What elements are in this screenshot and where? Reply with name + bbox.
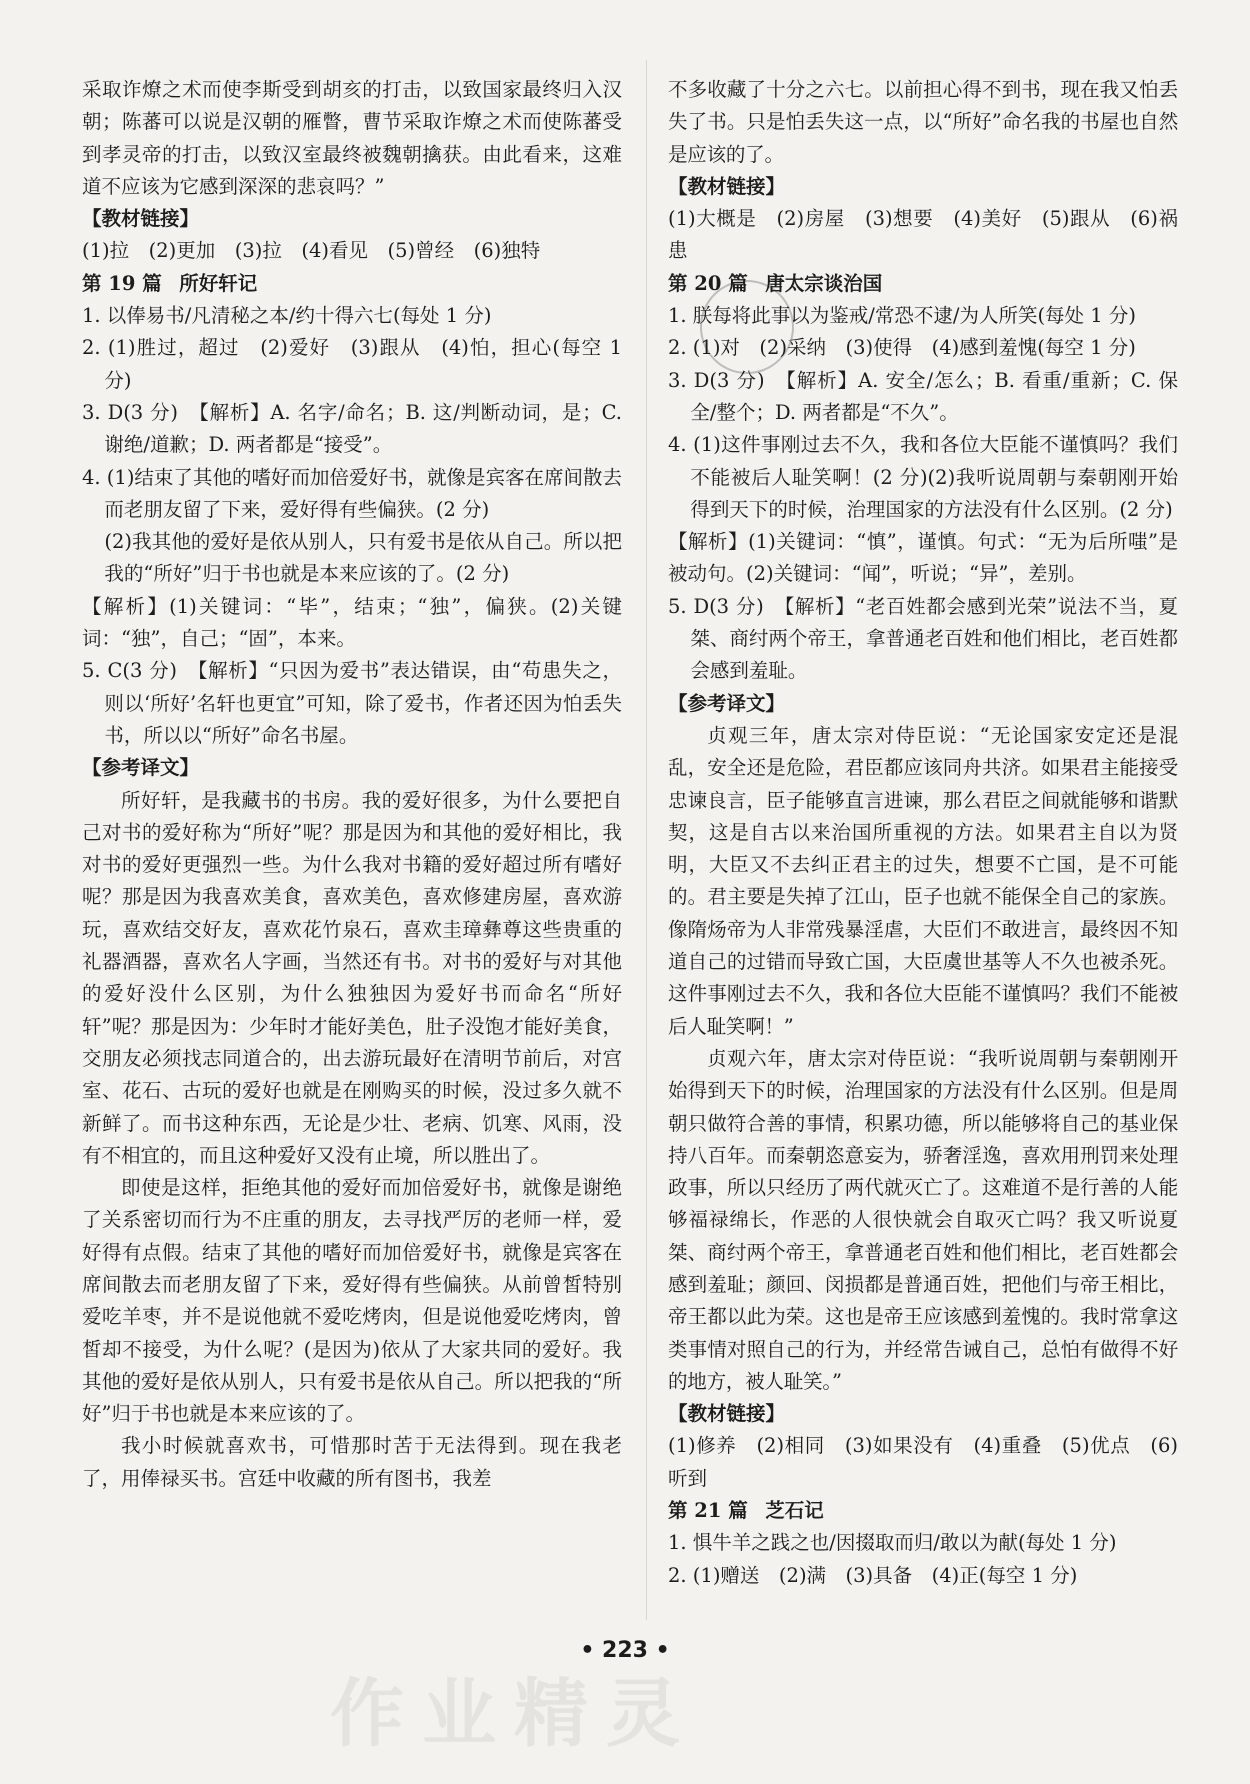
section-name-19: 所好轩记 bbox=[179, 271, 258, 295]
section-number-21: 第 21 篇 bbox=[668, 1499, 748, 1523]
textbook-link-text-2: (1)大概是 (2)房屋 (3)想要 (4)美好 (5)跟从 (6)祸患 bbox=[668, 207, 1178, 263]
textbook-link-text-1: (1)拉 (2)更加 (3)拉 (4)看见 (5)曾经 (6)独特 bbox=[82, 239, 541, 263]
translation-19-continued: 不多收藏了十分之六七。以前担心得不到书，现在我又怕丢失了书。只是怕丢失这一点，以“所好”命名我的书屋也自然是应该的了。 bbox=[668, 78, 1178, 166]
textbook-link-heading-1: 【教材链接】 bbox=[82, 207, 200, 231]
section-name-20: 唐太宗谈治国 bbox=[765, 271, 883, 295]
section-name-21: 芝石记 bbox=[765, 1499, 824, 1523]
answer-21-1: 1. 惧牛羊之践之也/因掇取而归/敢以为献(每处 1 分) bbox=[668, 1531, 1117, 1555]
section-number-19: 第 19 篇 bbox=[82, 271, 162, 295]
analysis-20-4: 【解析】(1)关键词：“慎”，谨慎。句式：“无为后所嗤”是被动句。(2)关键词：“闻”，听说；“异”，差别。 bbox=[668, 530, 1178, 586]
answer-20-1: 1. 朕每将此事以为鉴戒/常恐不逮/为人所笑(每处 1 分) bbox=[668, 304, 1136, 328]
right-column bbox=[668, 74, 1178, 1592]
left-column bbox=[82, 74, 622, 1495]
answer-19-1: 1. 以俸易书/凡清秘之本/约十得六七(每处 1 分) bbox=[82, 304, 492, 328]
answer-20-4: 4. (1)这件事刚过去不久，我和各位大臣能不谨慎吗？我们不能被后人耻笑啊！(2 分)(2)我听说周朝与秦朝刚开始得到天下的时候，治理国家的方法没有什么区别。(2 分) bbox=[668, 433, 1178, 521]
column-divider bbox=[646, 60, 647, 1620]
translation-20-para-2: 贞观六年，唐太宗对侍臣说：“我听说周朝与秦朝刚开始得到天下的时候，治理国家的方法没有什么区别。但是周朝只做符合善的事情，积累功德，所以能够将自己的基业保持八百年。而秦朝恣意妄为，骄奢淫逸，喜欢用刑罚来处理政事，所以只经历了两代就灭亡了。这难道不是行善的人能够福禄绵长，作恶的人很快就会自取灭亡吗？我又听说夏桀、商纣两个帝王，拿普通老百姓和他们相比，老百姓都会感到羞耻；颜回、闵损都是普通百姓，把他们与帝王相比，帝王都以此为荣。这也是帝王应该感到羞愧的。我时常拿这类事情对照自己的行为，并经常告诫自己，总怕有做得不好的地方，被人耻笑。” bbox=[668, 1046, 1178, 1393]
answer-19-2: 2. (1)胜过，超过 (2)爱好 (3)跟从 (4)怕，担心(每空 1 分) bbox=[82, 336, 622, 392]
answer-20-3: 3. D(3 分) 【解析】A. 安全/怎么；B. 看重/重新；C. 保全/整个；D. 两者都是“不久”。 bbox=[668, 368, 1178, 424]
reference-translation-heading-20: 【参考译文】 bbox=[668, 691, 786, 715]
section-title-20 bbox=[668, 268, 1178, 300]
section-number-20: 第 20 篇 bbox=[668, 271, 748, 295]
section-title-21 bbox=[668, 1495, 1178, 1527]
translation-19-para-1: 所好轩，是我藏书的书房。我的爱好很多，为什么要把自己对书的爱好称为“所好”呢？那是因为和其他的爱好相比，我对书的爱好更强烈一些。为什么我对书籍的爱好超过所有嗜好呢？那是因为我喜欢美食，喜欢美色，喜欢修建房屋，喜欢游玩，喜欢结交好友，喜欢花竹泉石，喜欢圭璋彝尊这些贵重的礼器酒器，喜欢名人字画，当然还有书。对书的爱好与对其他的爱好没什么区别，为什么独独因为爱好书而命名“所好轩”呢？那是因为：少年时才能好美色，肚子没饱才能好美食，交朋友必须找志同道合的，出去游玩最好在清明节前后，对宫室、花石、古玩的爱好也就是在刚购买的时候，没过多久就不新鲜了。而书这种东西，无论是少壮、老病、饥寒、风雨，没有不相宜的，而且这种爱好又没有止境，所以胜出了。 bbox=[82, 788, 622, 1167]
intro-paragraph: 采取诈燎之术而使李斯受到胡亥的打击，以致国家最终归入汉朝；陈蕃可以说是汉朝的雁瞥，曹节采取诈燎之术而使陈蕃受到孝灵帝的打击，以致汉室最终被魏朝擒获。由此看来，这难道不应该为它感到深深的悲哀吗？” bbox=[82, 78, 622, 198]
answer-19-5: 5. C(3 分) 【解析】“只因为爱书”表达错误，由“苟患失之，则以‘所好’名轩也更宜”可知，除了爱书，作者还因为怕丢失书，所以以“所好”命名书屋。 bbox=[82, 659, 622, 747]
translation-20-para-1: 贞观三年，唐太宗对侍臣说：“无论国家安定还是混乱，安全还是危险，君臣都应该同舟共济。如果君主能接受忠谏良言，臣子能够直言进谏，那么君臣之间就能够和谐默契，这是自古以来治国所重视的方法。如果君主自以为贤明，大臣又不去纠正君主的过失，想要不亡国，是不可能的。君主要是失掉了江山，臣子也就不能保全自己的家族。像隋炀帝为人非常残暴淫虐，大臣们不敢进言，最终因不知道自己的过错而导致亡国，大臣虞世基等人不久也被杀死。这件事刚过去不久，我和各位大臣能不谨慎吗？我们不能被后人耻笑啊！” bbox=[668, 723, 1178, 1038]
analysis-19-4: 【解析】(1)关键词：“毕”，结束；“独”，偏狭。(2)关键词：“独”，自己；“固”，本来。 bbox=[82, 594, 622, 651]
watermark: 作业精灵 bbox=[330, 1671, 698, 1757]
answer-19-4b: (2)我其他的爱好是依从别人，只有爱书是依从自己。所以把我的“所好”归于书也就是本来应该的了。(2 分) bbox=[104, 530, 622, 586]
translation-19-para-3: 我小时候就喜欢书，可惜那时苦于无法得到。现在我老了，用俸禄买书。宫廷中收藏的所有图书，我差 bbox=[82, 1434, 622, 1490]
answer-19-3: 3. D(3 分) 【解析】A. 名字/命名；B. 这/判断动词，是；C. 谢绝/道歉；D. 两者都是“接受”。 bbox=[82, 400, 622, 457]
answer-19-4a: 4. (1)结束了其他的嗜好而加倍爱好书，就像是宾客在席间散去而老朋友留了下来，爱好得有些偏狭。(2 分) bbox=[82, 465, 622, 521]
textbook-link-heading-3: 【教材链接】 bbox=[668, 1402, 786, 1426]
textbook-link-text-3: (1)修养 (2)相同 (3)如果没有 (4)重叠 (5)优点 (6)听到 bbox=[668, 1434, 1178, 1490]
answer-20-2: 2. (1)对 (2)采纳 (3)使得 (4)感到羞愧(每空 1 分) bbox=[668, 336, 1136, 360]
answer-20-5: 5. D(3 分) 【解析】“老百姓都会感到光荣”说法不当，夏桀、商纣两个帝王，拿普通老百姓和他们相比，老百姓都会感到羞耻。 bbox=[668, 594, 1178, 683]
section-title-19 bbox=[82, 268, 622, 300]
reference-translation-heading-19: 【参考译文】 bbox=[82, 756, 200, 780]
page-number: • 223 • bbox=[580, 1638, 670, 1663]
textbook-link-heading-2: 【教材链接】 bbox=[668, 174, 786, 198]
translation-19-para-2: 即使是这样，拒绝其他的爱好而加倍爱好书，就像是谢绝了关系密切而行为不庄重的朋友，去寻找严厉的老师一样，爱好得有点假。结束了其他的嗜好而加倍爱好书，就像是宾客在席间散去而老朋友留了下来，爱好得有些偏狭。从前曾皙特别爱吃羊枣，并不是说他就不爱吃烤肉，但是说他爱吃烤肉，曾皙却不接受，为什么呢？(是因为)依从了大家共同的爱好。我其他的爱好是依从别人，只有爱书是依从自己。所以把我的“所好”归于书也就是本来应该的了。 bbox=[82, 1176, 622, 1426]
answer-21-2: 2. (1)赠送 (2)满 (3)具备 (4)正(每空 1 分) bbox=[668, 1563, 1078, 1587]
